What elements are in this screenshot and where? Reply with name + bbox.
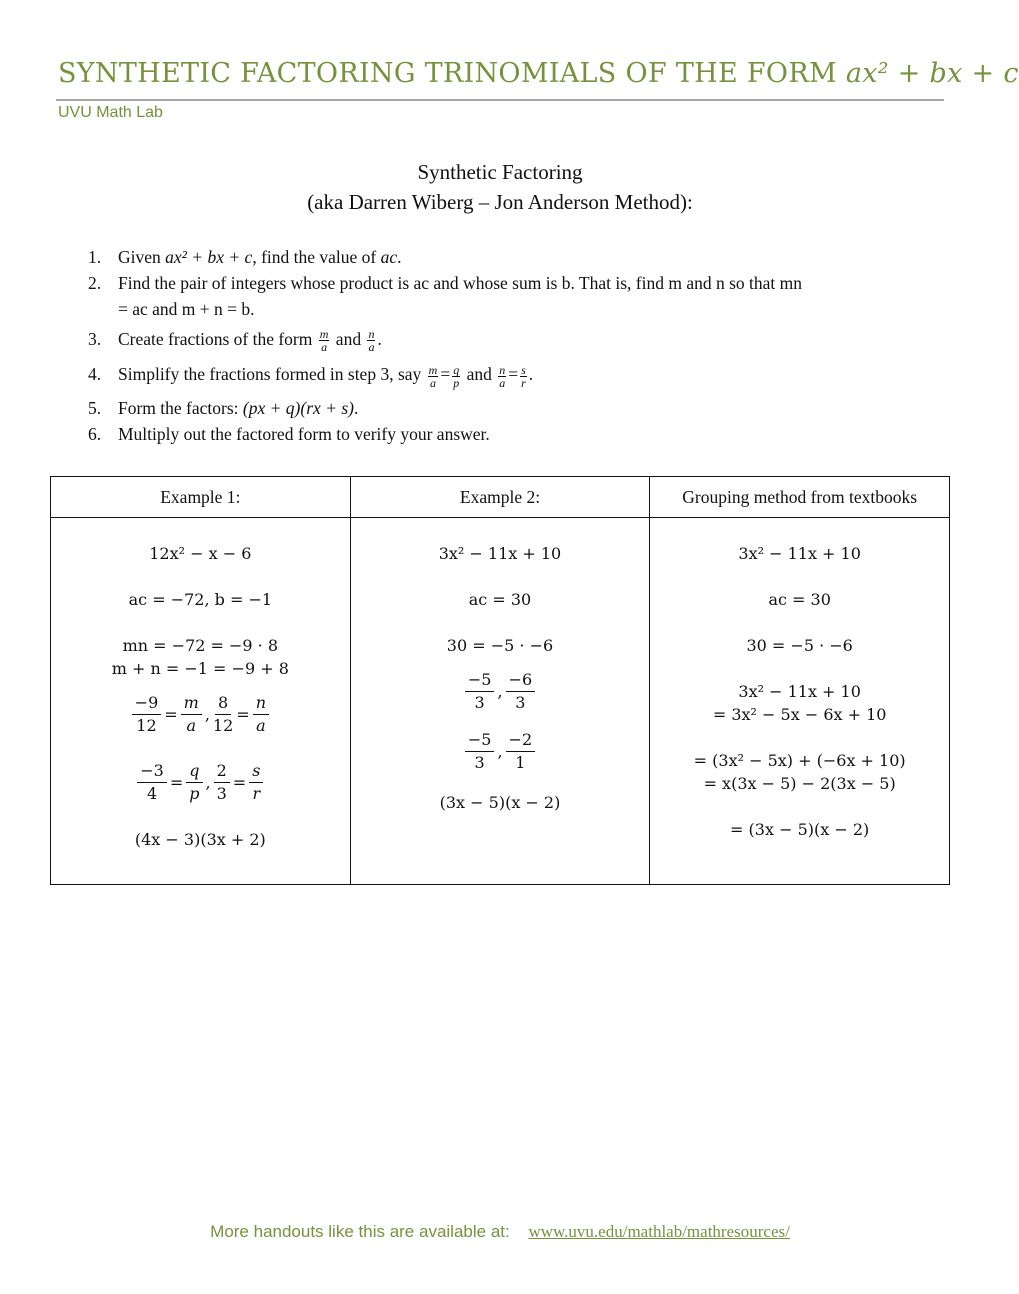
factored-result: = (3x − 5)(x − 2) [730,820,870,839]
fraction [506,729,536,774]
step-text: and [462,364,497,385]
denominator: a [499,375,506,390]
title-formula: ax² + bx + c [845,58,1019,89]
grouping-cell [650,518,950,885]
fraction [213,692,233,737]
fraction [465,669,495,714]
subtitle: UVU Math Lab [58,104,163,121]
fraction [465,729,495,774]
table-row [51,518,950,885]
title-rule [56,99,944,101]
denominator: 3 [474,752,485,772]
denominator: p [189,783,200,803]
step-text: . [354,397,359,418]
numerator: −2 [506,729,536,752]
fraction [506,669,536,714]
step-number: 5. [88,397,102,418]
factor-out-line: = x(3x − 5) − 2(3x − 5) [703,774,896,793]
fraction [452,364,460,389]
comma: , [497,741,503,761]
denominator: p [453,375,460,390]
numerator: m [181,692,202,715]
fraction [498,364,506,389]
steps-list [88,244,948,447]
denominator: r [521,375,526,390]
numerator: n [368,327,375,342]
footer-text: More handouts like this are available at: [210,1222,510,1241]
step-number: 2. [88,273,102,293]
section-subheading: (aka Darren Wiberg – Jon Anderson Method): [307,190,693,214]
step-math: ax² + bx + c [165,247,253,267]
ac-value: ac = −72, b = −1 [128,590,273,609]
step-text: Create fractions of the form [118,329,317,349]
numerator: n [253,692,269,715]
equals-sign: = [164,704,178,724]
expand-line: 3x² − 11x + 10 [738,682,861,701]
equals-sign: = [232,772,247,792]
step-text: . [528,364,534,385]
product-line: 30 = −5 · −6 [446,636,554,655]
step-text: , find the value of [252,247,381,267]
fraction [132,692,162,737]
step-text: and [331,329,366,349]
denominator: 12 [212,715,234,735]
header-grouping: Grouping method from textbooks [650,477,950,518]
numerator: −3 [137,760,167,783]
step-number: 3. [88,329,102,349]
fraction [367,328,375,353]
fraction [181,692,202,737]
step-3 [88,326,948,353]
header-example-2: Example 2: [350,477,650,518]
fraction-row [351,665,650,717]
fraction [520,364,527,389]
denominator: 3 [515,692,526,712]
trinomial: 3x² − 11x + 10 [738,544,861,563]
fraction-row [351,725,650,777]
step-text: Form the factors: [118,397,243,418]
fraction [253,692,269,737]
numerator: m [428,362,438,377]
step-text: Given [118,247,166,267]
denominator: 4 [146,783,158,803]
example-2-cell [350,518,650,885]
step-number: 4. [88,364,102,385]
trinomial: 3x² − 11x + 10 [438,544,562,563]
fraction [137,760,167,805]
denominator: a [321,340,328,355]
equals-sign: = [236,704,250,724]
numerator: −6 [506,669,536,692]
step-math: ac [380,247,398,267]
ac-value: ac = 30 [768,590,831,609]
page-title [58,58,1019,89]
denominator: 3 [216,783,227,803]
resources-link[interactable]: www.uvu.edu/mathlab/mathresources/ [528,1222,790,1241]
table-header-row [51,477,950,518]
trinomial: 12x² − x − 6 [149,544,252,563]
step-math: (px + q)(rx + s) [242,397,354,418]
fraction [214,760,230,805]
comma: , [497,681,503,701]
denominator: r [252,783,261,803]
step-text: . [397,247,402,267]
step-2 [88,270,948,322]
numerator: −5 [465,729,495,752]
product-line: 30 = −5 · −6 [746,636,853,655]
header-example-1: Example 1: [51,477,351,518]
denominator: a [256,715,266,735]
numerator: m [319,327,329,342]
sum-line: m + n = −1 = −9 + 8 [111,659,289,678]
numerator: n [499,362,506,377]
fraction [319,328,330,353]
fraction-row [51,688,350,740]
step-5 [88,395,948,421]
numerator: q [186,760,202,783]
denominator: 3 [474,692,485,712]
fraction [428,364,439,389]
step-text: Simplify the fractions formed in step 3, say [118,364,426,385]
ac-value: ac = 30 [468,590,532,609]
step-6 [88,421,948,447]
fraction [249,760,263,805]
title-text: SYNTHETIC FACTORING TRINOMIALS OF THE FORM [58,58,837,89]
equals-sign: = [508,364,519,385]
fraction [186,760,202,805]
factored-result: (4x − 3)(3x + 2) [134,830,266,849]
split-line: = 3x² − 5x − 6x + 10 [712,705,887,724]
denominator: 12 [136,715,157,735]
group-line: = (3x² − 5x) + (−6x + 10) [693,751,906,770]
numerator: 8 [215,692,231,715]
examples-table [50,476,950,885]
denominator: a [186,715,197,735]
comma: , [204,704,210,724]
fraction-row [51,756,350,808]
equals-sign: = [440,364,451,385]
product-line: mn = −72 = −9 · 8 [122,636,279,655]
numerator: 2 [214,760,230,783]
equals-sign: = [169,772,184,792]
step-number: 1. [88,247,102,267]
numerator: s [521,362,526,377]
example-1-cell [51,518,351,885]
denominator: a [368,340,375,355]
numerator: −5 [465,669,495,692]
step-number: 6. [88,423,102,444]
denominator: 1 [515,752,526,772]
step-text: Find the pair of integers whose product is ac and whose sum is b. That is, find m and n so that mn [118,273,803,293]
denominator: a [429,375,436,390]
factored-result: (3x − 5)(x − 2) [439,793,561,812]
step-text: . [377,329,382,349]
step-text: = ac and m + n = b. [118,299,255,319]
comma: , [205,772,211,792]
step-4 [88,361,948,388]
numerator: s [249,760,263,783]
step-1 [88,244,948,270]
numerator: q [453,362,460,377]
step-text: Multiply out the factored form to verify your answer. [118,423,490,444]
section-heading: Synthetic Factoring [417,160,583,184]
numerator: −9 [132,692,162,715]
footer [0,1222,1000,1242]
